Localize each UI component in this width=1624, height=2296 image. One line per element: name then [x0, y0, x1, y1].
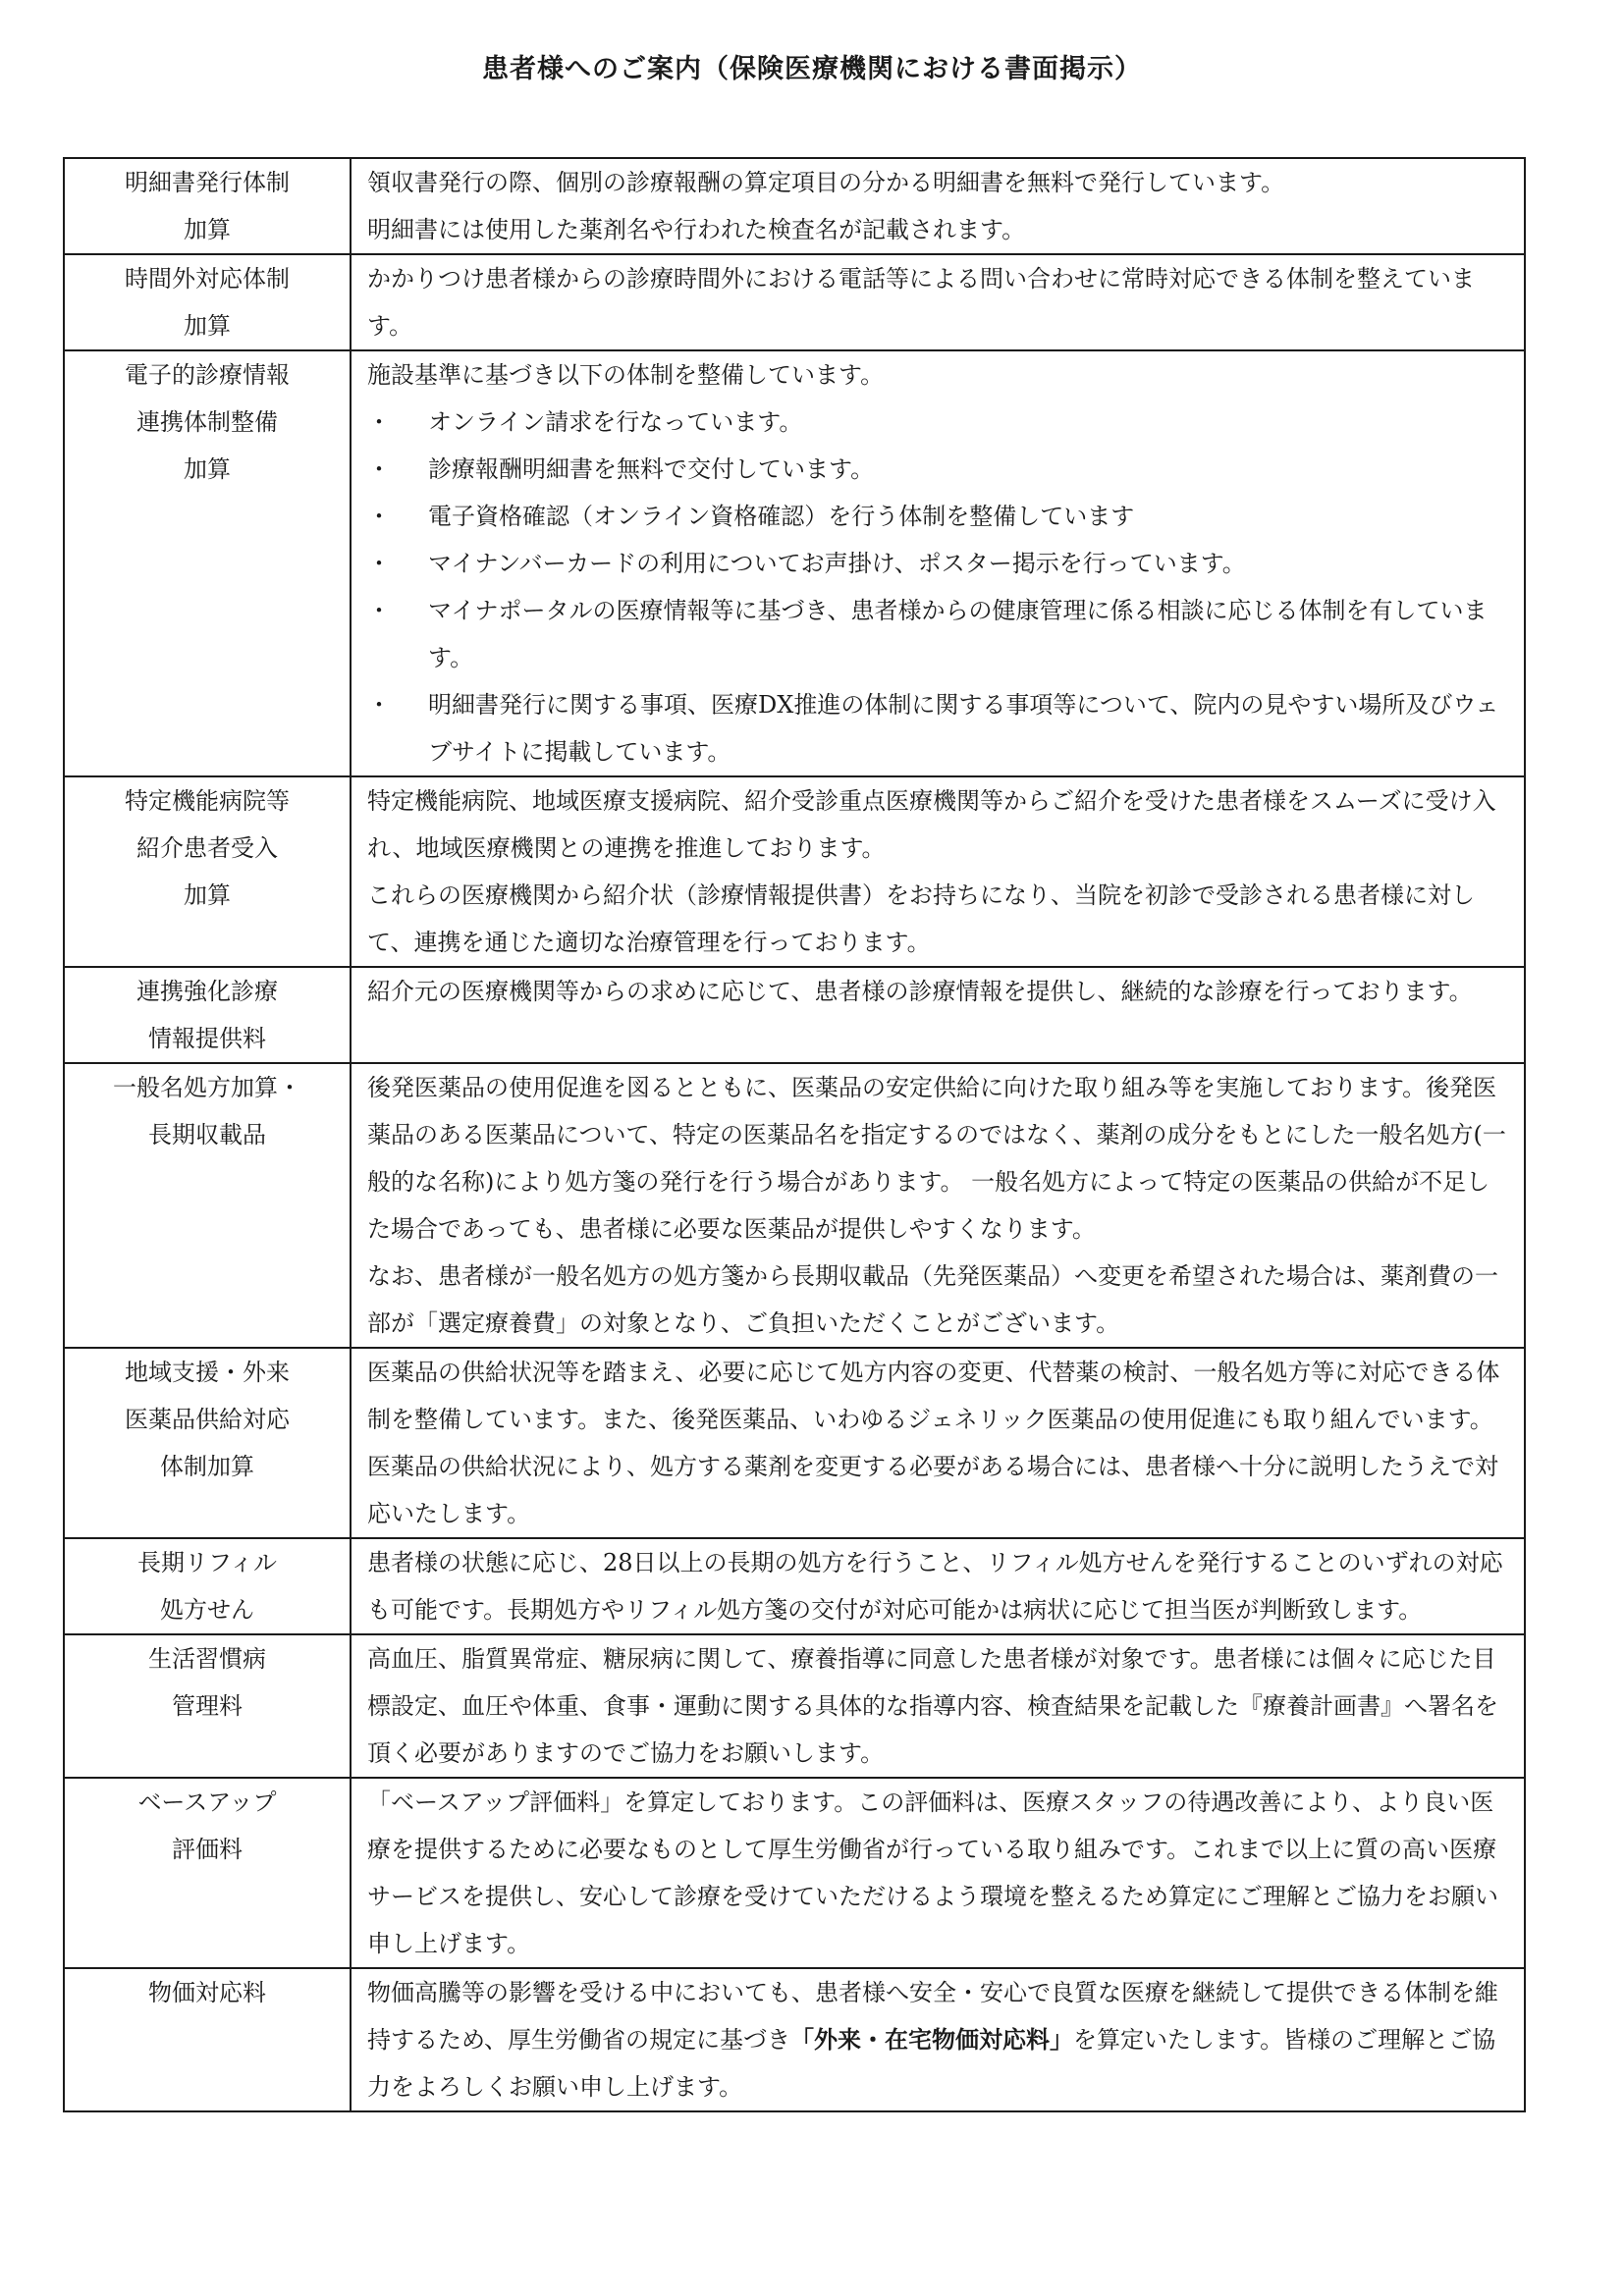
bullet-text: マイナンバーカードの利用についてお声掛け、ポスター掲示を行っています。: [428, 550, 1246, 577]
item-name-line: 加算: [184, 216, 231, 243]
item-name-cell: [64, 350, 351, 776]
item-name-line: 紹介患者受入: [136, 834, 278, 862]
item-name-line: 生活習慣病: [148, 1645, 266, 1673]
item-name-cell: [64, 254, 351, 350]
description-paragraph: 高血圧、脂質異常症、糖尿病に関して、療養指導に同意した患者様が対象です。患者様には個々に応じた目標設定、血圧や体重、食事・運動に関する具体的な指導内容、検査結果を記載した『療養計画書』へ署名を頂く必要がありますのでご協力をお願いします。: [367, 1645, 1498, 1767]
item-name-line: 時間外対応体制: [125, 265, 290, 293]
description-paragraph: これらの医療機関から紹介状（診療情報提供書）をお持ちになり、当院を初診で受診される患者様に対して、連携を通じた適切な治療管理を行っております。: [367, 881, 1475, 956]
item-name-cell: [64, 1634, 351, 1778]
item-name-line: 長期収載品: [148, 1121, 266, 1148]
bullet-item: [367, 540, 1510, 587]
item-name-cell: [64, 1968, 351, 2111]
description-paragraph: 施設基準に基づき以下の体制を整備しています。: [367, 361, 885, 389]
notice-table: [63, 157, 1526, 2112]
table-row: [64, 1778, 1525, 1968]
table-row: [64, 1538, 1525, 1634]
item-name-line: 連携体制整備: [136, 408, 278, 436]
item-name-cell: [64, 967, 351, 1063]
item-name-line: 電子的診療情報: [125, 361, 290, 389]
page-title: 患者様へのご案内（保険医療機関における書面掲示）: [482, 54, 1142, 84]
bullet-text: マイナポータルの医療情報等に基づき、患者様からの健康管理に係る相談に応じる体制を有しています。: [428, 597, 1488, 671]
description-paragraph: 領収書発行の際、個別の診療報酬の算定項目の分かる明細書を無料で発行しています。: [367, 169, 1285, 196]
item-name-line: 一般名処方加算・: [113, 1074, 301, 1101]
bullet-text: オンライン請求を行なっています。: [428, 408, 803, 436]
item-description-cell: [351, 1968, 1525, 2111]
table-row: [64, 158, 1525, 254]
item-name-line: 物価対応料: [148, 1979, 266, 2006]
item-name-line: 明細書発行体制: [125, 169, 290, 196]
item-name-line: 情報提供料: [148, 1025, 266, 1052]
item-description-cell: [351, 1348, 1525, 1538]
bullet-text: 明細書発行に関する事項、医療DX推進の体制に関する事項等について、院内の見やすい場所及びウェブサイトに掲載しています。: [428, 691, 1499, 766]
description-paragraph: 紹介元の医療機関等からの求めに応じて、患者様の診療情報を提供し、継続的な診療を行っております。: [367, 978, 1473, 1005]
description-paragraph: 後発医薬品の使用促進を図るとともに、医薬品の安定供給に向けた取り組み等を実施しております。後発医薬品のある医薬品について、特定の医薬品名を指定するのではなく、薬剤の成分をもとにした一般名処方(一般的な名称)により処方箋の発行を行う場合があります。 一般名処方によって特定の医薬品の供給が不足した場合であっても、患者様に必要な医薬品が提供しやすくなります。: [367, 1074, 1506, 1243]
item-description-cell: [351, 158, 1525, 254]
description-paragraph: 特定機能病院、地域医療支援病院、紹介受診重点医療機関等からご紹介を受けた患者様をスムーズに受け入れ、地域医療機関との連携を推進しております。: [367, 787, 1496, 862]
table-row: [64, 967, 1525, 1063]
item-name-cell: [64, 1538, 351, 1634]
item-name-cell: [64, 1778, 351, 1968]
item-name-line: 連携強化診療: [136, 978, 278, 1005]
description-text: を算定いたします。皆様のご理解とご協力をよろしくお願い申し上げます。: [367, 2026, 1496, 2101]
description-paragraph: [367, 1969, 1510, 2110]
table-row: [64, 1063, 1525, 1348]
item-description-cell: [351, 350, 1525, 776]
item-name-line: 地域支援・外来: [125, 1359, 290, 1386]
description-text: 物価高騰等の影響を受ける中においても、患者様へ安全・安心で良質な医療を継続して提供できる体制を維持するため、厚生労働省の規定に基づき: [367, 1979, 1498, 2054]
bullet-mark: ・: [367, 597, 391, 624]
bullet-item: [367, 587, 1510, 681]
item-name-line: 長期リフィル: [136, 1549, 278, 1576]
item-name-cell: [64, 1348, 351, 1538]
table-row: [64, 1968, 1525, 2111]
item-name-line: 加算: [184, 455, 231, 483]
table-row: [64, 1634, 1525, 1778]
item-name-line: 医薬品供給対応: [125, 1406, 290, 1433]
emphasized-fee-name: 「外来・在宅物価対応料」: [790, 2026, 1074, 2054]
item-name-line: 評価料: [172, 1836, 243, 1863]
item-name-line: 加算: [184, 881, 231, 909]
bullet-mark: ・: [367, 550, 391, 577]
item-name-line: ベースアップ: [137, 1789, 277, 1816]
item-description-cell: [351, 254, 1525, 350]
table-row: [64, 776, 1525, 967]
table-row: [64, 254, 1525, 350]
bullet-mark: ・: [367, 691, 391, 719]
item-description-cell: [351, 1634, 1525, 1778]
item-name-line: 特定機能病院等: [125, 787, 290, 815]
description-paragraph: かかりつけ患者様からの診療時間外における電話等による問い合わせに常時対応できる体制を整えています。: [367, 265, 1475, 340]
description-paragraph: なお、患者様が一般名処方の処方箋から長期収載品（先発医薬品）へ変更を希望された場合は、薬剤費の一部が「選定療養費」の対象となり、ご負担いただくことがございます。: [367, 1262, 1498, 1337]
item-name-line: 管理料: [172, 1692, 243, 1720]
item-name-cell: [64, 776, 351, 967]
item-name-cell: [64, 1063, 351, 1348]
bullet-mark: ・: [367, 455, 391, 483]
table-row: [64, 1348, 1525, 1538]
description-paragraph: 明細書には使用した薬剤名や行われた検査名が記載されます。: [367, 216, 1026, 243]
bullet-text: 電子資格確認（オンライン資格確認）を行う体制を整備しています: [428, 503, 1135, 530]
item-name-line: 処方せん: [160, 1596, 254, 1624]
description-paragraph: 医薬品の供給状況等を踏まえ、必要に応じて処方内容の変更、代替薬の検討、一般名処方等に対応できる体制を整備しています。また、後発医薬品、いわゆるジェネリック医薬品の使用促進にも取り組んでいます。医薬品の供給状況により、処方する薬剤を変更する必要がある場合には、患者様へ十分に説明したうえで対応いたします。: [367, 1359, 1500, 1527]
description-paragraph: 患者様の状態に応じ、28日以上の長期の処方を行うこと、リフィル処方せんを発行することのいずれの対応も可能です。長期処方やリフィル処方箋の交付が対応可能かは病状に応じて担当医が判断致します。: [367, 1549, 1503, 1624]
item-description-cell: [351, 1778, 1525, 1968]
bullet-mark: ・: [367, 408, 391, 436]
item-description-cell: [351, 1538, 1525, 1634]
item-description-cell: [351, 776, 1525, 967]
bullet-item: [367, 493, 1510, 540]
item-description-cell: [351, 967, 1525, 1063]
bullet-mark: ・: [367, 503, 391, 530]
bullet-item: [367, 399, 1510, 446]
item-name-line: 加算: [184, 312, 231, 340]
bullet-text: 診療報酬明細書を無料で交付しています。: [428, 455, 875, 483]
item-description-cell: [351, 1063, 1525, 1348]
bullet-item: [367, 446, 1510, 493]
table-row: [64, 350, 1525, 776]
bullet-item: [367, 681, 1510, 775]
description-paragraph: 「ベースアップ評価料」を算定しております。この評価料は、医療スタッフの待遇改善により、より良い医療を提供するために必要なものとして厚生労働省が行っている取り組みです。これまで以上に質の高い医療サービスを提供し、安心して診療を受けていただけるよう環境を整えるため算定にご理解とご協力をお願い申し上げます。: [367, 1789, 1498, 1957]
item-name-line: 体制加算: [160, 1453, 254, 1480]
item-name-cell: [64, 158, 351, 254]
